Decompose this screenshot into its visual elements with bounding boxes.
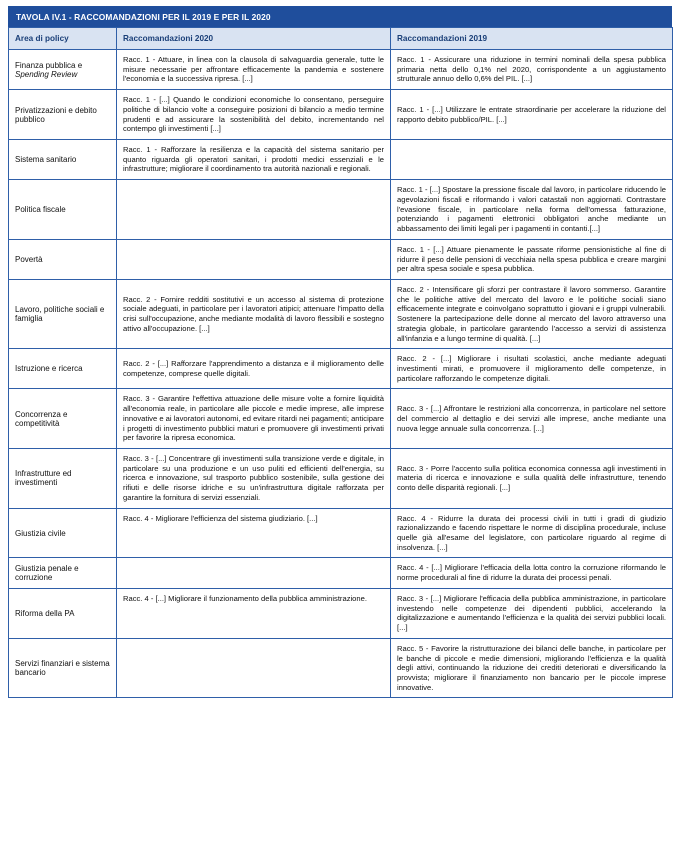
table-row — [9, 389, 673, 449]
column-header-2020: Raccomandazioni 2020 — [117, 28, 391, 50]
row-area-label: Servizi finanziari e sistema bancario — [9, 638, 117, 698]
cell-2019: Racc. 1 - [...] Attuare pienamente le passate riforme pensionistiche al fine di ridurre il peso delle pensioni di vecchiaia nella spesa pubblica e creare margini per altra spesa sociale e spesa pubblica. — [391, 239, 673, 279]
cell-2019: Racc. 4 - Ridurre la durata dei processi civili in tutti i gradi di giudizio razionalizzando e facendo rispettare le norme di disciplina procedurale, incluse quelle già all'esame del legislatore, con particolare riguardo al regime di insolvenza. [...] — [391, 508, 673, 558]
row-area-label: Povertà — [9, 239, 117, 279]
row-area-text: Finanza pubblica e — [15, 60, 83, 70]
row-area-label: Privatizzazioni e debito pubblico — [9, 90, 117, 140]
cell-2019: Racc. 3 - [...] Affrontare le restrizioni alla concorrenza, in particolare nel settore del commercio al dettaglio e dei servizi alle imprese, anche mediante una nuova legge annuale sulla concorrenza. [...] — [391, 389, 673, 449]
cell-2019: Racc. 1 - [...] Utilizzare le entrate straordinarie per accelerare la riduzione del rapporto debito pubblico/PIL. [...] — [391, 90, 673, 140]
cell-2019 — [391, 140, 673, 180]
column-header-2019: Raccomandazioni 2019 — [391, 28, 673, 50]
cell-2019: Racc. 1 - [...] Spostare la pressione fiscale dal lavoro, in particolare riducendo le agevolazioni fiscali e riformando i valori catastali non aggiornati. Contrastare l'evasione fiscale, in particolare nella forma dell'omessa fatturazione, potenziando i pagamenti elettronici obbligatori anche mediante un abbassamento dei limiti legali per i pagamenti in contanti.[...] — [391, 180, 673, 240]
recommendations-table — [8, 27, 673, 698]
row-area-text-italic: Spending Review — [15, 69, 78, 79]
cell-2020: Racc. 4 - Migliorare l'efficienza del sistema giudiziario. [...] — [117, 508, 391, 558]
cell-2020: Racc. 2 - Fornire redditi sostitutivi e un accesso al sistema di protezione sociale adeguati, in particolare per i lavoratori atipici; attenuare l'impatto della crisi sull'occupazione, anche mediante modalità di lavoro flessibili e sostegno attivo all'occupazione. [...] — [117, 279, 391, 348]
table-row — [9, 588, 673, 638]
table-row — [9, 279, 673, 348]
table-row — [9, 50, 673, 90]
table-title: TAVOLA IV.1 - RACCOMANDAZIONI PER IL 2019 E PER IL 2020 — [8, 6, 672, 27]
row-area-label: Concorrenza e competitività — [9, 389, 117, 449]
cell-2019: Racc. 1 - Assicurare una riduzione in termini nominali della spesa pubblica primaria netta dello 0,1% nel 2020, corrispondente a un aggiustamento strutturale annuo dello 0,6% del PIL. [...] — [391, 50, 673, 90]
row-area-label: Infrastrutture ed investimenti — [9, 449, 117, 509]
row-area-label — [9, 50, 117, 90]
cell-2019: Racc. 3 - [...] Migliorare l'efficacia della pubblica amministrazione, in particolare investendo nelle competenze dei dipendenti pubblici, accelerando la digitalizzazione e aumentando l'efficienza e la qualità dei servizi pubblici locali. [...] — [391, 588, 673, 638]
row-area-label: Istruzione e ricerca — [9, 349, 117, 389]
cell-2019: Racc. 3 - Porre l'accento sulla politica economica connessa agli investimenti in materia di ricerca e innovazione e sulla qualità delle infrastrutture, tenendo conto delle disparità regionali. [...] — [391, 449, 673, 509]
row-area-label: Giustizia civile — [9, 508, 117, 558]
cell-2020: Racc. 1 - [...] Quando le condizioni economiche lo consentano, perseguire politiche di bilancio volte a conseguire posizioni di bilancio a medio termine prudenti e ad assicurare la sostenibilità del debito, incrementando nel contempo gli investimenti [...] — [117, 90, 391, 140]
cell-2020: Racc. 1 - Rafforzare la resilienza e la capacità del sistema sanitario per quanto riguarda gli operatori sanitari, i prodotti medici essenziali e le infrastrutture; migliorare il coordinamento tra autorità nazionali e regionali. — [117, 140, 391, 180]
table-row — [9, 508, 673, 558]
table-header-row — [9, 28, 673, 50]
row-area-label: Riforma della PA — [9, 588, 117, 638]
row-area-label: Politica fiscale — [9, 180, 117, 240]
cell-2020 — [117, 558, 391, 588]
row-area-label: Sistema sanitario — [9, 140, 117, 180]
table-row — [9, 90, 673, 140]
table-row — [9, 140, 673, 180]
column-header-area: Area di policy — [9, 28, 117, 50]
cell-2020: Racc. 3 - [...] Concentrare gli investimenti sulla transizione verde e digitale, in particolare su una produzione e un uso puliti ed efficienti dell'energia, su ricerca e innovazione, sul trasporto pubblico sostenibile, sulla gestione dei rifiuti e delle risorse idriche e su un'infrastruttura digitale rafforzata per garantire la fornitura di servizi essenziali. — [117, 449, 391, 509]
cell-2020: Racc. 1 - Attuare, in linea con la clausola di salvaguardia generale, tutte le misure necessarie per affrontare efficacemente la pandemia e sostenere l'economia e la successiva ripresa. [...] — [117, 50, 391, 90]
table-row — [9, 180, 673, 240]
cell-2019: Racc. 2 - Intensificare gli sforzi per contrastare il lavoro sommerso. Garantire che le politiche attive del mercato del lavoro e le politiche sociali siano efficacemente integrate e coinvolgano soprattutto i giovani e i gruppi vulnerabili. Sostenere la partecipazione delle donne al mercato del lavoro attraverso una strategia globale, in particolare garantendo l'accesso a servizi di assistenza all'infanzia e a lungo termine di qualità. [...] — [391, 279, 673, 348]
row-area-label: Lavoro, politiche sociali e famiglia — [9, 279, 117, 348]
cell-2020 — [117, 180, 391, 240]
table-row — [9, 349, 673, 389]
cell-2020 — [117, 239, 391, 279]
cell-2019: Racc. 4 - [...] Migliorare l'efficacia della lotta contro la corruzione riformando le norme procedurali al fine di ridurre la durata dei processi penali. — [391, 558, 673, 588]
cell-2020: Racc. 3 - Garantire l'effettiva attuazione delle misure volte a fornire liquidità all'economia reale, in particolare alle piccole e medie imprese, alle imprese innovative e ai lavoratori autonomi, ed evitare ritardi nei pagamenti; anticipare i progetti di investimento pubblici maturi e promuovere gli investimenti privati per favorire la ripresa economica. — [117, 389, 391, 449]
cell-2019: Racc. 2 - [...] Migliorare i risultati scolastici, anche mediante adeguati investimenti mirati, e promuovere il miglioramento delle competenze, in particolare rafforzando le competenze digitali. — [391, 349, 673, 389]
cell-2019: Racc. 5 - Favorire la ristrutturazione dei bilanci delle banche, in particolare per le banche di piccole e medie dimensioni, migliorando l'efficienza e la qualità degli attivi, continuando la riduzione dei crediti deteriorati e diversificando la provvista; migliorare il finanziamento non bancario per le piccole imprese innovative. — [391, 638, 673, 698]
table-row — [9, 638, 673, 698]
table-row — [9, 449, 673, 509]
cell-2020 — [117, 638, 391, 698]
cell-2020: Racc. 2 - [...] Rafforzare l'apprendimento a distanza e il miglioramento delle competenze, comprese quelle digitali. — [117, 349, 391, 389]
table-row — [9, 558, 673, 588]
row-area-label: Giustizia penale e corruzione — [9, 558, 117, 588]
cell-2020: Racc. 4 - [...] Migliorare il funzionamento della pubblica amministrazione. — [117, 588, 391, 638]
table-row — [9, 239, 673, 279]
